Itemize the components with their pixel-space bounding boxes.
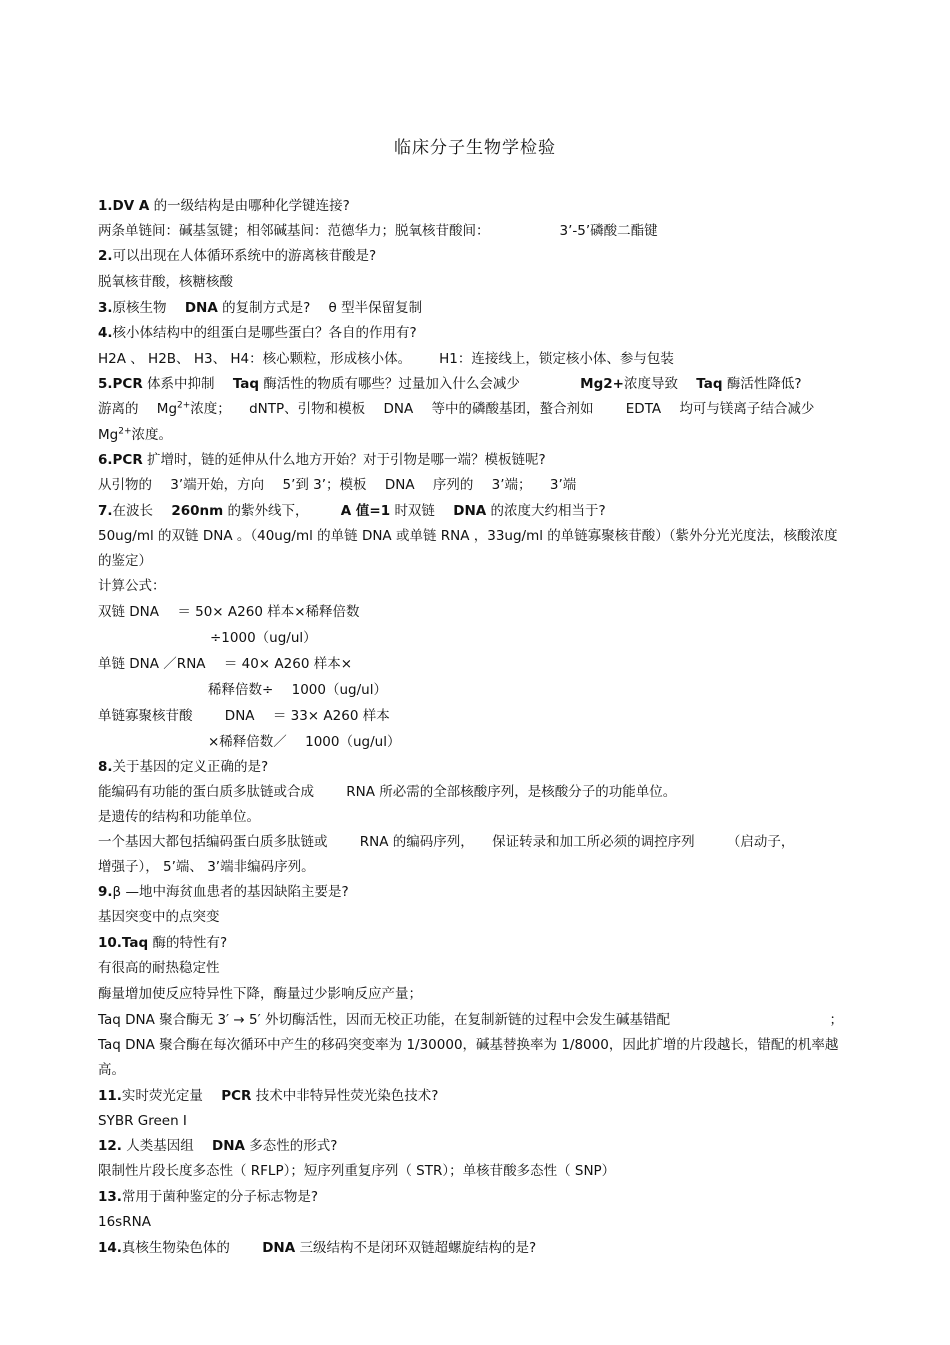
answer-7: 50ug/ml 的双链 DNA 。（40ug/ml 的单链 DNA 或单链 RNA ，33ug/ml 的单链寡聚核苷酸）（紫外分光光度法，核酸浓度的鉴定）	[98, 528, 838, 569]
formula-1: 双链 DNA ＝ 50× A260 样本×稀释倍数	[98, 604, 360, 620]
question-6: 6.PCR 扩增时，链的延伸从什么地方开始？对于引物是哪一端？模板链呢?	[98, 452, 546, 468]
answer-12: 限制性片段长度多态性（ RFLP）；短序列重复序列（ STR）；单核苷酸多态性（ SNP）	[98, 1163, 616, 1179]
formula-3-cont: ×稀释倍数／ 1000（ug/ul）	[208, 734, 401, 750]
question-9: 9.β —地中海贫血患者的基因缺陷主要是?	[98, 884, 349, 900]
answer-1: 两条单链间：碱基氢键；相邻碱基间：范德华力；脱氧核苷酸间： 3’-5’磷酸二酯键	[98, 223, 658, 239]
answer-13: 16sRNA	[98, 1214, 151, 1230]
question-4: 4.核小体结构中的组蛋白是哪些蛋白？各自的作用有?	[98, 325, 417, 341]
formula-1-cont: ÷1000（ug/ul）	[210, 630, 317, 646]
formula-2: 单链 DNA ／RNA ＝ 40× A260 样本×	[98, 656, 353, 672]
formula-3: 单链寡聚核苷酸 DNA ＝ 33× A260 样本	[98, 708, 390, 724]
question-10: 10.Taq 酶的特性有?	[98, 935, 228, 951]
answer-6: 从引物的 3’端开始，方向 5’到 3’；模板 DNA 序列的 3’端； 3’端	[98, 477, 577, 493]
page-title: 临床分子生物学检验	[394, 138, 556, 158]
question-8: 8.关于基因的定义正确的是?	[98, 759, 269, 775]
answer-5-line-2: $Mg^{2+}$浓度。	[98, 426, 172, 443]
answer-2: 脱氧核苷酸，核糖核酸	[98, 274, 233, 290]
answer-10-line-3: Taq DNA 聚合酶无 3′ → 5′ 外切酶活性，因而无校正功能，在复制新链的过程中会发生碱基错配 ；	[98, 1012, 843, 1028]
question-1: 1.DV A 的一级结构是由哪种化学键连接?	[98, 198, 350, 214]
answer-11: SYBR Green I	[98, 1113, 187, 1129]
question-14: 14.真核生物染色体的 DNA 三级结构不是闭环双链超螺旋结构的是?	[98, 1240, 537, 1256]
answer-8-line-2: 是遗传的结构和功能单位。	[98, 809, 260, 825]
answer-8-line-3: 一个基因大都包括编码蛋白质多肽链或 RNA 的编码序列， 保证转录和加工所必须的调控序列 （启动子，	[98, 834, 795, 850]
answer-4: H2A 、 H2B、 H3、 H4：核心颗粒，形成核小体。 H1：连接线上，锁定核小体、参与包装	[98, 351, 674, 367]
question-11: 11.实时荧光定量 PCR 技术中非特异性荧光染色技术?	[98, 1088, 439, 1104]
question-2: 2.可以出现在人体循环系统中的游离核苷酸是?	[98, 248, 377, 264]
question-12: 12. 人类基因组 DNA 多态性的形式?	[98, 1138, 338, 1154]
answer-9: 基因突变中的点突变	[98, 909, 220, 925]
answer-10-line-1: 有很高的耐热稳定性	[98, 960, 220, 976]
question-5: 5.PCR 体系中抑制 Taq 酶活性的物质有哪些？过量加入什么会减少 Mg2+浓度导致 Taq 酶活性降低?	[98, 376, 802, 392]
question-7: 7.在波长 260nm 的紫外线下， A 值=1 时双链 DNA 的浓度大约相当于?	[98, 503, 606, 519]
calc-label: 计算公式：	[98, 578, 166, 594]
question-3: 3.原核生物 DNA 的复制方式是? θ 型半保留复制	[98, 300, 423, 316]
answer-5-line-1: 游离的 $Mg^{2+}$浓度； dNTP、引物和模板 DNA 等中的磷酸基团，螯合剂如 EDTA 均可与镁离子结合减少	[98, 400, 815, 417]
answer-8-line-4: 增强子）， 5’端、 3’端非编码序列。	[98, 859, 315, 875]
answer-8-line-1: 能编码有功能的蛋白质多肽链或合成 RNA 所必需的全部核酸序列，是核酸分子的功能单位。	[98, 784, 677, 800]
question-13: 13.常用于菌种鉴定的分子标志物是?	[98, 1189, 319, 1205]
answer-10-line-2: 酶量增加使反应特异性下降，酶量过少影响反应产量；	[98, 986, 422, 1002]
document-body	[98, 194, 843, 1261]
formula-2-cont: 稀释倍数÷ 1000（ug/ul）	[208, 682, 387, 698]
answer-10-line-4: Taq DNA 聚合酶在每次循环中产生的移码突变率为 1/30000，碱基替换率为 1/8000，因此扩增的片段越长，错配的机率越高。	[98, 1037, 839, 1078]
